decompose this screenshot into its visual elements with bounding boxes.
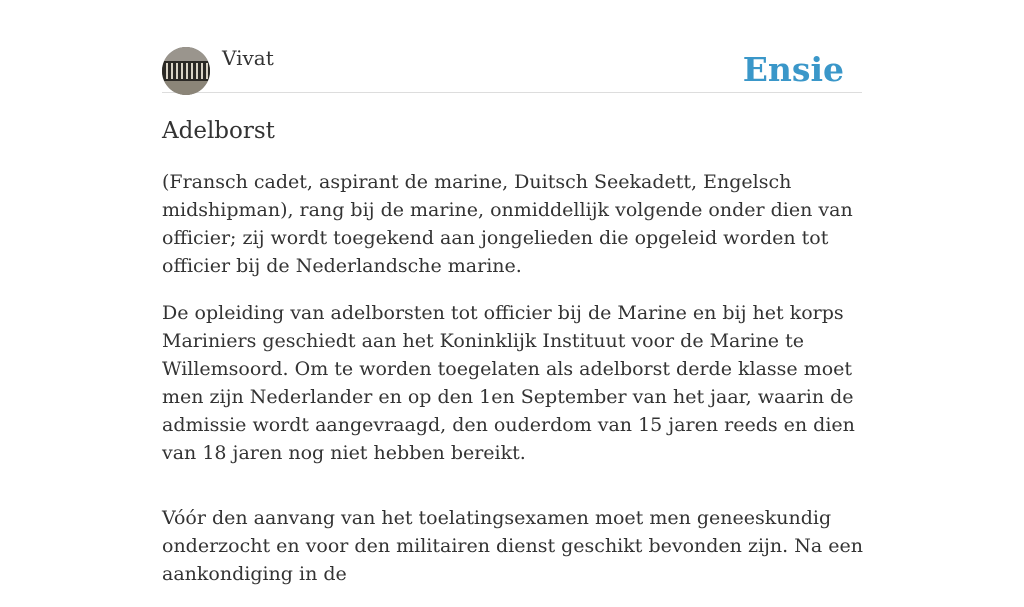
header (162, 0, 862, 93)
avatar-image (162, 47, 210, 95)
brand-logo[interactable]: Ensie (742, 50, 844, 89)
author-avatar[interactable] (162, 47, 210, 95)
article-paragraph: (Fransch cadet, aspirant de marine, Duitsch Seekadett, Engelsch midshipman), rang bij de marine, onmiddellijk volgende onder dien van officier; zij wordt toegekend aan jongelieden die opgeleid worden tot officier bij de Nederlandsche marine. (162, 171, 853, 277)
page (162, 0, 863, 585)
author-link[interactable]: Vivat (222, 46, 274, 70)
article-title: Adelborst (162, 118, 275, 144)
article-paragraph: Vóór den aanvang van het toelatingsexamen moet men geneeskundig onderzocht en voor den militairen dienst geschikt bevonden zijn. Na een aankondiging in de (162, 507, 863, 585)
article-body (162, 168, 872, 607)
article-paragraph: De opleiding van adelborsten tot officier bij de Marine en bij het korps Mariniers geschiedt aan het Koninklijk Instituut voor de Marine te Willemsoord. Om te worden toegelaten als adelborst derde klasse moet men zijn Nederlander en op den 1en September van het jaar, waarin de admissie wordt aangevraagd, den ouderdom van 15 jaren reeds en dien van 18 jaren nog niet hebben bereikt. (162, 302, 855, 464)
